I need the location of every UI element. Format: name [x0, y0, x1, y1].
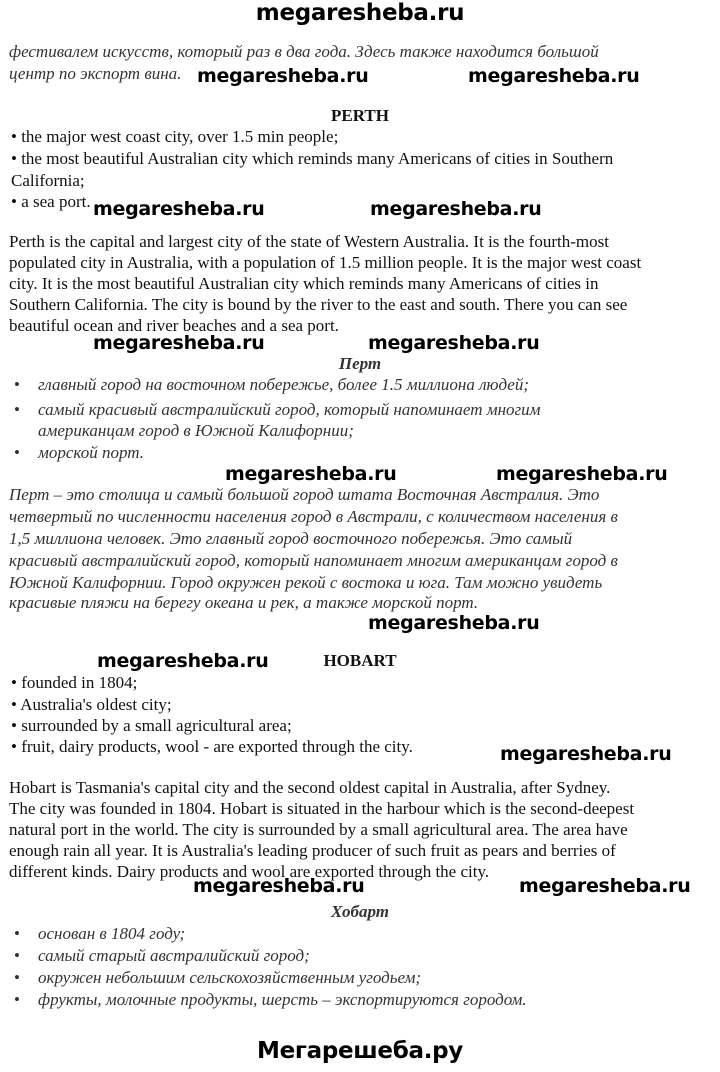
perth-paragraph-line: populated city in Australia, with a population of 1.5 million people. It is the major west coast — [9, 253, 642, 272]
perth-paragraph-line: Southern California. The city is bound by the river to the east and south. There you can see — [9, 295, 628, 314]
watermark: megaresheba.ru — [93, 198, 265, 220]
watermark: megaresheba.ru — [197, 65, 369, 87]
perth-bullet: • a sea port. — [11, 192, 91, 211]
perth-bullet: • the most beautiful Australian city which reminds many Americans of cities in Southern — [11, 149, 614, 168]
perth-heading-ru: Перт — [338, 354, 382, 373]
watermark: megaresheba.ru — [93, 332, 265, 354]
hobart-bullet: • surrounded by a small agricultural area; — [11, 716, 292, 735]
perth-paragraph-ru-line: красивый австралийский город, который напоминает многим американцам город в — [9, 551, 618, 570]
watermark: megaresheba.ru — [97, 650, 269, 672]
intro-line: фестивалем искусств, который раз в два года. Здесь также находится большой — [9, 42, 599, 61]
perth-paragraph-line: Perth is the capital and largest city of the state of Western Australia. It is the fourth-most — [9, 232, 609, 251]
perth-bullet-ru: • главный город на восточном побережье, более 1.5 миллиона людей; — [38, 375, 529, 395]
hobart-heading-ru: Хобарт — [331, 902, 389, 921]
hobart-paragraph-line: natural port in the world. The city is surrounded by a small agricultural area. The area have — [9, 820, 628, 839]
intro-line: центр по экспорт вина. — [9, 64, 182, 83]
perth-bullet-ru: • морской порт. — [38, 443, 144, 463]
hobart-bullet: • Australia's oldest city; — [11, 695, 172, 714]
watermark: megaresheba.ru — [519, 875, 691, 897]
site-footer: Мегарешеба.ру — [257, 1038, 463, 1064]
hobart-paragraph-line: enough rain all year. It is Australia's leading producer of such fruit as pears and berries of — [9, 841, 616, 860]
site-header: megaresheba.ru — [255, 0, 465, 26]
perth-heading: PERTH — [331, 106, 389, 125]
hobart-paragraph-line: The city was founded in 1804. Hobart is situated in the harbour which is the second-deepest — [9, 799, 635, 818]
hobart-bullet-ru: • окружен небольшим сельскохозяйственным угодьем; — [38, 968, 421, 988]
perth-paragraph-ru-line: четвертый по численности населения город в Австрали, с количеством населения в — [9, 507, 618, 526]
watermark: megaresheba.ru — [225, 463, 397, 485]
hobart-heading: HOBART — [323, 651, 397, 670]
perth-paragraph-ru-line: красивые пляжи на берегу океана и рек, а также морской порт. — [9, 593, 479, 612]
watermark: megaresheba.ru — [496, 463, 668, 485]
watermark: megaresheba.ru — [368, 332, 540, 354]
perth-paragraph-ru-line: 1,5 миллиона человек. Это главный город восточного побережья. Это самый — [9, 529, 573, 548]
perth-bullet-ru-cont: американцам город в Южной Калифорнии; — [38, 421, 354, 440]
perth-bullet: • the major west coast city, over 1.5 min people; — [11, 127, 339, 146]
perth-paragraph-ru-line: Южной Калифорнии. Город окружен рекой с востока и юга. Там можно увидеть — [9, 573, 603, 592]
watermark: megaresheba.ru — [468, 65, 640, 87]
watermark: megaresheba.ru — [193, 875, 365, 897]
perth-bullet: California; — [11, 171, 85, 190]
watermark: megaresheba.ru — [370, 198, 542, 220]
hobart-bullet-ru: • самый старый австралийский город; — [38, 946, 310, 966]
perth-paragraph-ru-line: Перт – это столица и самый большой город штата Восточная Австралия. Это — [9, 485, 600, 504]
hobart-bullet: • founded in 1804; — [11, 673, 138, 692]
watermark: megaresheba.ru — [368, 612, 540, 634]
perth-paragraph-line: beautiful ocean and river beaches and a sea port. — [9, 316, 339, 335]
hobart-bullet-ru: • основан в 1804 году; — [38, 924, 185, 944]
hobart-bullet-ru: • фрукты, молочные продукты, шерсть – экспортируются городом. — [38, 990, 527, 1010]
perth-paragraph-line: city. It is the most beautiful Australian city which reminds many Americans of cities in — [9, 274, 599, 293]
hobart-paragraph-line: different kinds. Dairy products and wool are exported through the city. — [9, 862, 490, 881]
perth-bullet-ru: • самый красивый австралийский город, который напоминает многим — [38, 400, 541, 420]
hobart-bullet: • fruit, dairy products, wool - are exported through the city. — [11, 737, 413, 756]
hobart-paragraph-line: Hobart is Tasmania's capital city and the second oldest capital in Australia, after Sydney. — [9, 778, 611, 797]
watermark: megaresheba.ru — [500, 743, 672, 765]
